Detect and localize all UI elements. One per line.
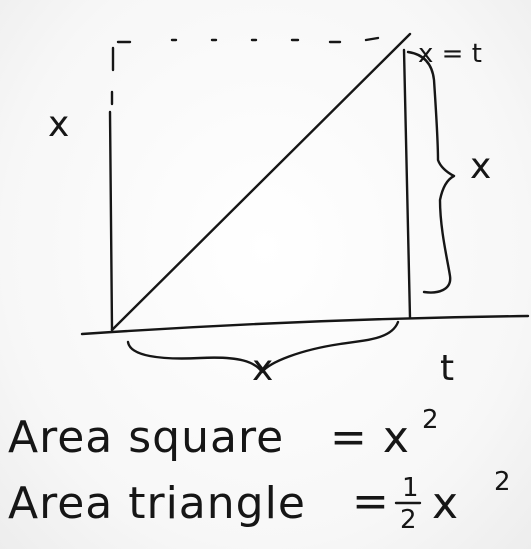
equation-triangle-exponent: 2 xyxy=(494,467,511,497)
equation-square-lhs: Area square xyxy=(8,412,285,463)
label-axis-t: t xyxy=(440,348,455,389)
fraction-denominator: 2 xyxy=(400,505,417,535)
label-left-x: x xyxy=(48,104,70,145)
square-top-dashed-line xyxy=(118,38,378,42)
equation-triangle-lhs: Area triangle xyxy=(8,478,306,529)
right-brace xyxy=(408,52,454,292)
right-side-line xyxy=(404,50,410,318)
label-x-equals-t: x = t xyxy=(418,39,482,69)
equation-square-rhs: = x xyxy=(330,412,410,463)
equation-area-square xyxy=(8,405,439,463)
fraction-numerator: 1 xyxy=(402,473,419,503)
equation-area-triangle xyxy=(8,467,511,535)
triangle-hypotenuse xyxy=(112,34,410,330)
equation-square-exponent: 2 xyxy=(422,405,439,435)
t-axis-line xyxy=(82,316,528,334)
label-right-x: x xyxy=(470,146,492,187)
equation-triangle-variable: x xyxy=(432,478,460,529)
equation-triangle-equals: = xyxy=(352,476,390,527)
label-bottom-x: x xyxy=(252,348,274,389)
left-side-line xyxy=(110,112,112,330)
